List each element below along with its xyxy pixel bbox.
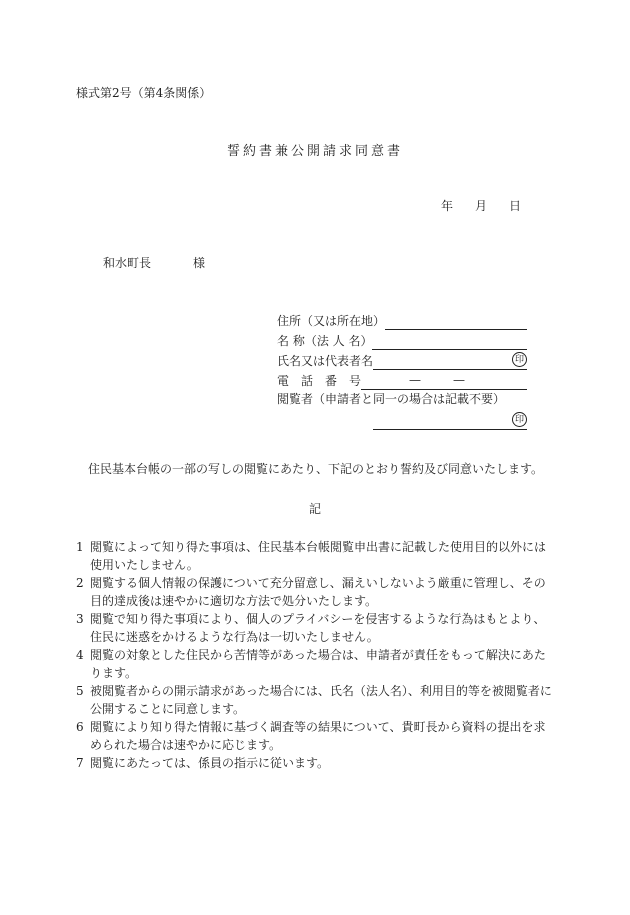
item-number: 6 <box>76 720 84 734</box>
viewer-line[interactable] <box>373 411 527 430</box>
item-number: 2 <box>76 576 84 590</box>
representative-label: 氏名又は代表者名 <box>277 354 374 368</box>
company-name-label: 名 称（法 人 名） <box>277 334 373 348</box>
item-text: 閲覧する個人情報の保護について充分留意し、漏えいしないよう厳重に管理し、その目的達成後は速やかに適切な方法で処分いたします。 <box>90 576 546 608</box>
item-number: 4 <box>76 648 84 662</box>
list-item <box>76 538 556 574</box>
address-field <box>277 310 527 330</box>
terms-list <box>76 538 556 772</box>
item-text: 閲覧によって知り得た事項は、住民基本台帳閲覧申出書に記載した使用目的以外には使用いたしません。 <box>90 540 547 572</box>
list-item <box>76 718 556 754</box>
date-month-label: 月 <box>475 199 488 213</box>
list-item <box>76 610 556 646</box>
viewer-line-row <box>277 408 527 430</box>
date-line <box>441 197 521 214</box>
applicant-fields <box>277 310 527 430</box>
item-number: 1 <box>76 540 84 554</box>
ki-heading: 記 <box>308 502 321 516</box>
form-number: 様式第2号（第4条関係） <box>76 86 212 100</box>
intro-text: 住民基本台帳の一部の写しの閲覧にあたり、下記のとおり誓約及び同意いたします。 <box>88 462 544 476</box>
phone-field <box>277 370 527 390</box>
item-text: 閲覧にあたっては、係員の指示に従います。 <box>90 756 330 770</box>
address-label: 住所（又は所在地） <box>277 314 386 328</box>
list-item <box>76 574 556 610</box>
document-title: 誓約書兼公開請求同意書 <box>226 144 403 159</box>
addressee <box>103 254 205 271</box>
list-item <box>76 682 556 718</box>
address-line[interactable] <box>385 311 527 330</box>
addressee-honorific: 様 <box>193 256 206 270</box>
phone-dash-1: — <box>409 373 422 387</box>
item-number: 5 <box>76 684 84 698</box>
date-day-label: 日 <box>509 199 522 213</box>
company-name-line[interactable] <box>372 331 527 350</box>
phone-label: 電 話 番 号 <box>277 374 362 388</box>
item-text: 閲覧で知り得た事項により、個人のプライバシーを侵害するような行為はもとより、住民に迷惑をかけるような行為は一切いたしません。 <box>90 612 546 644</box>
item-number: 7 <box>76 756 84 770</box>
list-item <box>76 646 556 682</box>
item-text: 被閲覧者からの開示請求があった場合には、氏名（法人名）、利用目的等を被閲覧者に公開することに同意します。 <box>90 684 552 716</box>
phone-dash-2: — <box>453 373 466 387</box>
viewer-field <box>277 390 527 408</box>
company-name-field <box>277 330 527 350</box>
representative-line[interactable] <box>373 351 527 370</box>
phone-line[interactable] <box>361 371 527 390</box>
item-number: 3 <box>76 612 84 626</box>
item-text: 閲覧により知り得た情報に基づく調査等の結果について、貴町長から資料の提出を求められた場合は速やかに応じます。 <box>90 720 546 752</box>
addressee-name: 和水町長 <box>103 256 152 270</box>
date-year-label: 年 <box>441 199 454 213</box>
representative-field <box>277 350 527 370</box>
item-text: 閲覧の対象とした住民から苦情等があった場合は、申請者が責任をもって解決にあたります。 <box>90 648 546 680</box>
viewer-label: 閲覧者（申請者と同一の場合は記載不要） <box>277 392 506 406</box>
list-item <box>76 754 556 772</box>
seal-icon: 印 <box>512 352 527 367</box>
seal-icon: 印 <box>512 412 527 427</box>
